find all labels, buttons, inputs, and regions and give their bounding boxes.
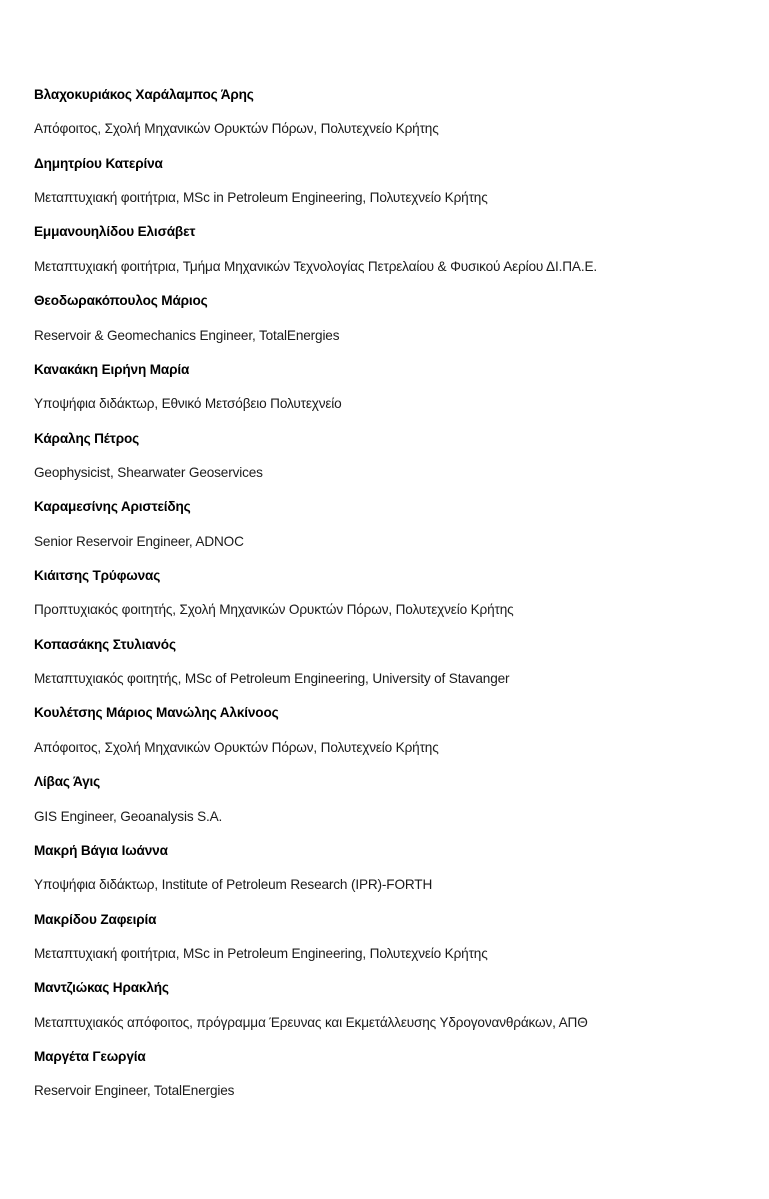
- person-description: Απόφοιτος, Σχολή Μηχανικών Ορυκτών Πόρων, Πολυτεχνείο Κρήτης: [34, 121, 439, 137]
- person-name: Καραμεσίνης Αριστείδης: [34, 499, 191, 515]
- document-page: [34, 78, 749, 1109]
- person-description: Υποψήφια διδάκτωρ, Εθνικό Μετσόβειο Πολυτεχνείο: [34, 396, 342, 412]
- person-name: Κιάιτσης Τρύφωνας: [34, 568, 161, 584]
- person-name: Μαργέτα Γεωργία: [34, 1049, 146, 1065]
- person-description: Reservoir Engineer, TotalEnergies: [34, 1083, 235, 1099]
- person-name: Δημητρίου Κατερίνα: [34, 155, 163, 171]
- person-entry: [34, 559, 749, 628]
- person-entry: [34, 353, 749, 422]
- person-entry: [34, 628, 749, 697]
- person-description: Υποψήφια διδάκτωρ, Institute of Petroleum Research (IPR)-FORTH: [34, 877, 433, 893]
- person-description: Προπτυχιακός φοιτητής, Σχολή Μηχανικών Ορυκτών Πόρων, Πολυτεχνείο Κρήτης: [34, 602, 514, 618]
- person-entry: [34, 422, 749, 491]
- person-description: Senior Reservoir Engineer, ADNOC: [34, 533, 244, 549]
- person-description: Μεταπτυχιακή φοιτήτρια, Τμήμα Μηχανικών Τεχνολογίας Πετρελαίου & Φυσικού Αερίου ΔΙ.ΠΑ.Ε.: [34, 258, 597, 274]
- person-name: Εμμανουηλίδου Ελισάβετ: [34, 224, 196, 240]
- person-description: GIS Engineer, Geoanalysis S.A.: [34, 808, 223, 824]
- person-entry: [34, 284, 749, 353]
- person-entry: [34, 147, 749, 216]
- person-description: Reservoir & Geomechanics Engineer, TotalEnergies: [34, 327, 340, 343]
- person-description: Μεταπτυχιακή φοιτήτρια, MSc in Petroleum Engineering, Πολυτεχνείο Κρήτης: [34, 190, 488, 206]
- person-entry: [34, 903, 749, 972]
- person-name: Κάραλης Πέτρος: [34, 430, 140, 446]
- person-description: Geophysicist, Shearwater Geoservices: [34, 464, 263, 480]
- person-description: Μεταπτυχιακός φοιτητής, MSc of Petroleum Engineering, University of Stavanger: [34, 671, 510, 687]
- person-entry: [34, 215, 749, 284]
- person-name: Κουλέτσης Μάριος Μανώλης Αλκίνοος: [34, 705, 279, 721]
- person-name: Μακρίδου Ζαφειρία: [34, 911, 157, 927]
- person-name: Κανακάκη Ειρήνη Μαρία: [34, 361, 190, 377]
- person-name: Βλαχοκυριάκος Χαράλαμπος Άρης: [34, 87, 254, 102]
- person-entry: [34, 78, 749, 147]
- person-entry: [34, 971, 749, 1040]
- person-name: Θεοδωρακόπουλος Μάριος: [34, 293, 208, 309]
- person-description: Μεταπτυχιακή φοιτήτρια, MSc in Petroleum Engineering, Πολυτεχνείο Κρήτης: [34, 945, 488, 961]
- person-entry: [34, 490, 749, 559]
- person-name: Λίβας Άγις: [34, 774, 101, 790]
- person-entry: [34, 696, 749, 765]
- person-description: Μεταπτυχιακός απόφοιτος, πρόγραμμα Έρευνας και Εκμετάλλευσης Υδρογονανθράκων, ΑΠΘ: [34, 1014, 588, 1030]
- person-name: Μακρή Βάγια Ιωάννα: [34, 842, 168, 858]
- person-entry: [34, 1040, 749, 1109]
- person-entry: [34, 834, 749, 903]
- person-name: Μαντζιώκας Ηρακλής: [34, 980, 169, 996]
- person-entry: [34, 765, 749, 834]
- person-name: Κοπασάκης Στυλιανός: [34, 636, 176, 652]
- person-description: Απόφοιτος, Σχολή Μηχανικών Ορυκτών Πόρων, Πολυτεχνείο Κρήτης: [34, 739, 439, 755]
